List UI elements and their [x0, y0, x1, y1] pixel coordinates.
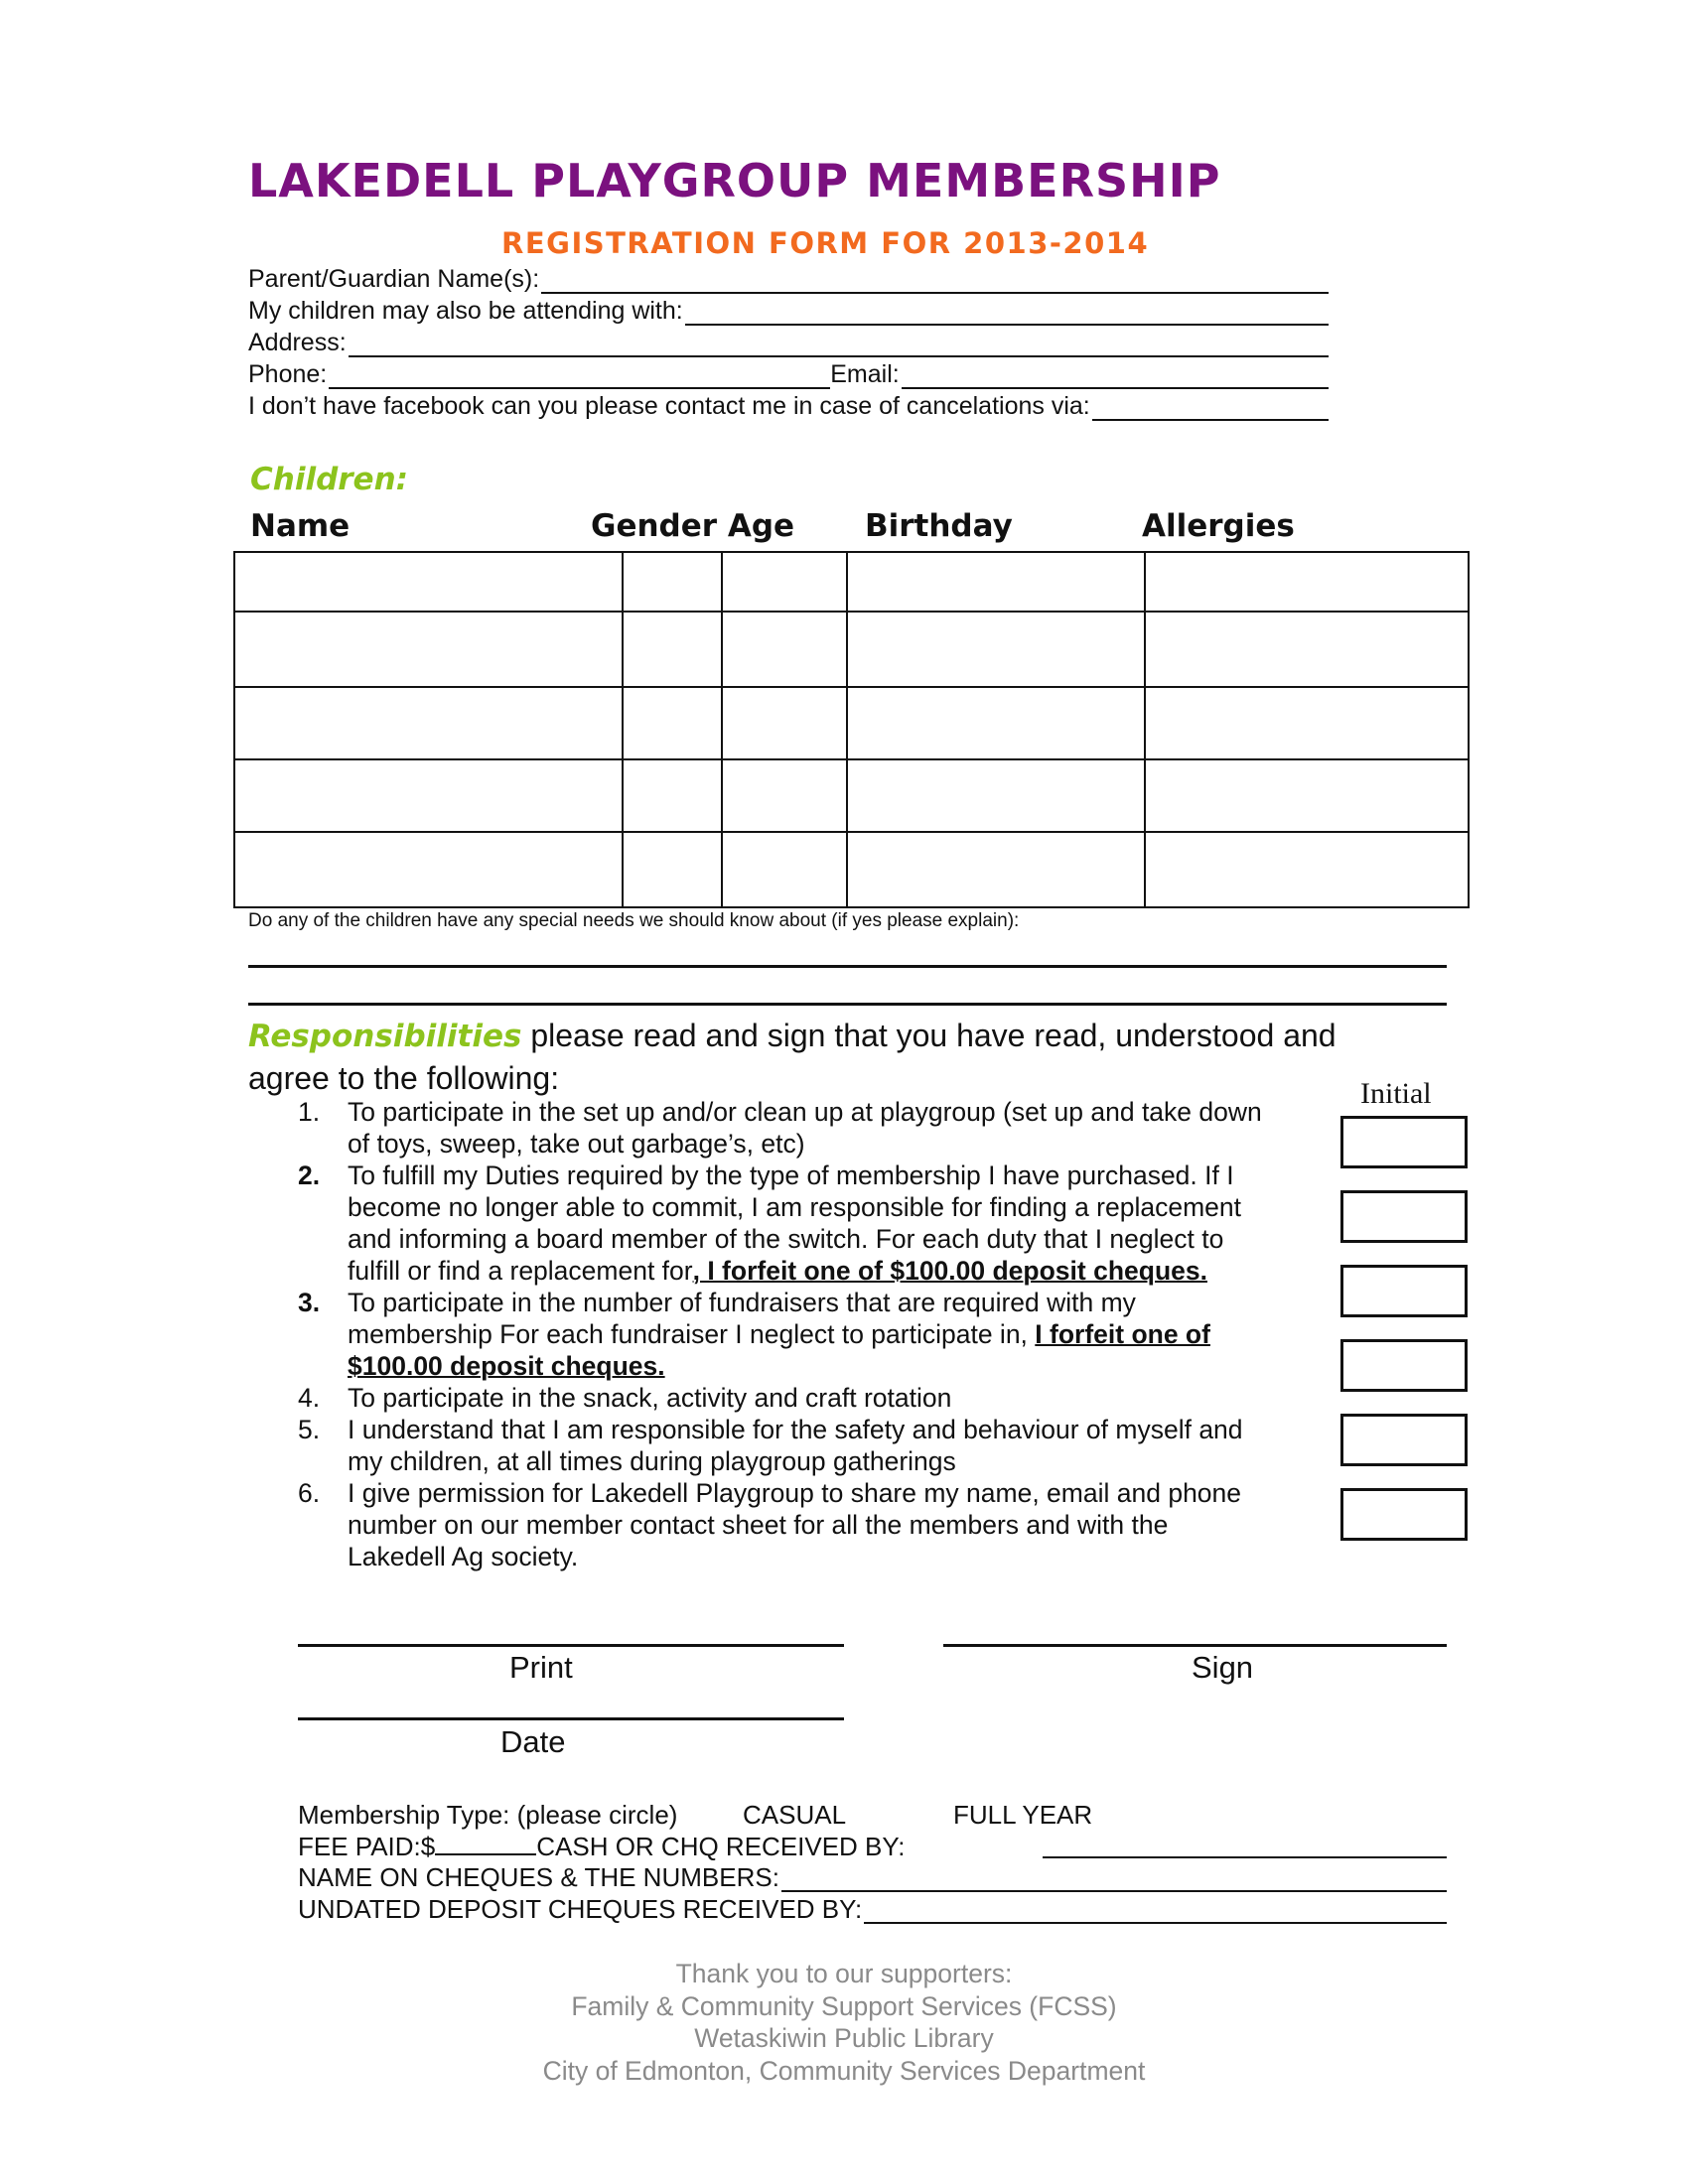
item-number: 4. — [298, 1383, 321, 1413]
initial-box-6[interactable] — [1340, 1488, 1468, 1541]
cheque-names-label: NAME ON CHEQUES & THE NUMBERS: — [298, 1862, 779, 1892]
child-allergies-cell[interactable] — [1145, 552, 1469, 612]
membership-option-full-year[interactable]: FULL YEAR — [953, 1800, 1093, 1830]
child-gender-cell[interactable] — [623, 759, 722, 832]
email-label: Email: — [830, 360, 900, 388]
undated-cheques-blank[interactable] — [864, 1898, 1447, 1924]
child-gender-cell[interactable] — [623, 687, 722, 759]
column-allergies: Allergies — [1142, 508, 1295, 544]
child-gender-cell[interactable] — [623, 832, 722, 907]
phone-blank[interactable] — [329, 363, 830, 389]
initial-label: Initial — [1360, 1077, 1432, 1110]
item-number: 3. — [298, 1288, 321, 1317]
responsibilities-intro-line2: agree to the following: — [248, 1060, 560, 1096]
child-name-cell[interactable] — [234, 552, 623, 612]
received-by-blank[interactable] — [1043, 1856, 1447, 1858]
forfeit-notice: , I forfeit one of $100.00 deposit cheques. — [692, 1256, 1207, 1286]
child-age-cell[interactable] — [722, 612, 847, 687]
responsibility-item-2 — [293, 1160, 1326, 1287]
item-line: and informing a board member of the switch. For each duty that I neglect to — [348, 1224, 1224, 1254]
child-allergies-cell[interactable] — [1145, 687, 1469, 759]
fee-paid-row — [298, 1831, 1447, 1862]
initial-box-2[interactable] — [1340, 1190, 1468, 1243]
special-needs-label: Do any of the children have any special needs we should know about (if yes please explain): — [248, 910, 1020, 931]
cheque-names-blank[interactable] — [781, 1866, 1447, 1892]
membership-option-casual[interactable]: CASUAL — [743, 1800, 847, 1830]
child-allergies-cell[interactable] — [1145, 832, 1469, 907]
child-age-cell[interactable] — [722, 552, 847, 612]
item-line: To participate in the number of fundraisers that are required with my — [348, 1288, 1136, 1317]
item-number: 6. — [298, 1478, 321, 1508]
child-birthday-cell[interactable] — [847, 612, 1145, 687]
children-attending-field[interactable] — [248, 296, 1329, 326]
child-name-cell[interactable] — [234, 832, 623, 907]
table-row — [234, 687, 1469, 759]
child-name-cell[interactable] — [234, 759, 623, 832]
item-line: of toys, sweep, take out garbage’s, etc) — [348, 1129, 805, 1159]
item-line: I understand that I am responsible for the safety and behaviour of myself and — [348, 1415, 1243, 1444]
column-name: Name — [250, 508, 351, 544]
undated-cheques-row — [298, 1894, 1447, 1924]
parent-name-label: Parent/Guardian Name(s): — [248, 265, 540, 293]
item-line: Lakedell Ag society. — [348, 1542, 579, 1571]
item-line: fulfill or find a replacement for — [348, 1256, 693, 1286]
responsibility-item-6 — [293, 1477, 1326, 1572]
responsibility-item-1 — [293, 1096, 1326, 1160]
table-row — [234, 612, 1469, 687]
child-birthday-cell[interactable] — [847, 552, 1145, 612]
email-blank[interactable] — [902, 363, 1329, 389]
item-line: To participate in the set up and/or clean up at playgroup (set up and take down — [348, 1097, 1262, 1127]
address-label: Address: — [248, 329, 347, 356]
child-birthday-cell[interactable] — [847, 759, 1145, 832]
cash-or-cheque-label: CASH OR CHQ RECEIVED BY: — [536, 1832, 906, 1861]
parent-name-field[interactable] — [248, 264, 1329, 294]
footer-line: City of Edmonton, Community Services Department — [542, 2055, 1146, 2086]
item-number: 1. — [298, 1097, 321, 1127]
table-row — [234, 832, 1469, 907]
item-line: To fulfill my Duties required by the type of membership I have purchased. If I — [348, 1160, 1234, 1190]
child-age-cell[interactable] — [722, 832, 847, 907]
initial-box-4[interactable] — [1340, 1339, 1468, 1392]
children-attending-label: My children may also be attending with: — [248, 297, 683, 325]
item-line: my children, at all times during playgroup gatherings — [348, 1446, 956, 1476]
responsibilities-heading: Responsibilities — [248, 1019, 522, 1054]
item-number: 2. — [298, 1160, 321, 1190]
membership-type-row — [298, 1799, 1093, 1831]
signature-line[interactable] — [943, 1644, 1447, 1647]
undated-cheques-label: UNDATED DEPOSIT CHEQUES RECEIVED BY: — [298, 1894, 863, 1924]
children-table — [233, 551, 1470, 908]
parent-name-blank[interactable] — [541, 268, 1329, 294]
facebook-contact-label: I don’t have facebook can you please contact me in case of cancelations via: — [248, 392, 1090, 420]
address-blank[interactable] — [349, 332, 1329, 357]
child-name-cell[interactable] — [234, 687, 623, 759]
print-name-line[interactable] — [298, 1644, 844, 1647]
date-label: Date — [500, 1724, 566, 1759]
cheque-names-row — [298, 1862, 1447, 1892]
fee-paid-blank[interactable] — [435, 1832, 536, 1855]
item-line: To participate in the snack, activity and craft rotation — [348, 1383, 952, 1413]
initial-box-1[interactable] — [1340, 1116, 1468, 1168]
responsibility-item-5 — [293, 1414, 1326, 1477]
special-needs-line-2[interactable] — [248, 1003, 1447, 1006]
item-line: membership For each fundraiser I neglect to participate in, — [348, 1319, 1036, 1349]
child-birthday-cell[interactable] — [847, 687, 1145, 759]
item-line: become no longer able to commit, I am responsible for finding a replacement — [348, 1192, 1242, 1222]
child-name-cell[interactable] — [234, 612, 623, 687]
child-age-cell[interactable] — [722, 759, 847, 832]
table-row — [234, 759, 1469, 832]
child-allergies-cell[interactable] — [1145, 612, 1469, 687]
initial-box-5[interactable] — [1340, 1414, 1468, 1466]
child-gender-cell[interactable] — [623, 612, 722, 687]
responsibility-item-4 — [293, 1382, 1326, 1414]
column-birthday: Birthday — [865, 508, 1013, 544]
footer-line: Family & Community Support Services (FCSS) — [571, 1990, 1117, 2021]
children-heading: Children: — [250, 462, 409, 497]
responsibilities-intro-line1: please read and sign that you have read, understood and — [521, 1018, 1336, 1053]
special-needs-line-1[interactable] — [248, 965, 1447, 968]
item-line: number on our member contact sheet for all the members and with the — [348, 1510, 1169, 1540]
children-attending-blank[interactable] — [685, 300, 1329, 326]
child-age-cell[interactable] — [722, 687, 847, 759]
forfeit-notice: I forfeit one of — [1035, 1319, 1210, 1349]
initial-box-3[interactable] — [1340, 1265, 1468, 1317]
responsibilities-intro — [248, 1015, 1440, 1099]
phone-email-field[interactable] — [248, 359, 1329, 389]
footer-line: Thank you to our supporters: — [675, 1959, 1013, 1988]
child-birthday-cell[interactable] — [847, 832, 1145, 907]
facebook-contact-field[interactable] — [248, 391, 1329, 421]
item-number: 5. — [298, 1415, 321, 1444]
address-field[interactable] — [248, 328, 1329, 357]
item-line: I give permission for Lakedell Playgroup to share my name, email and phone — [348, 1478, 1242, 1508]
column-gender-age: Gender Age — [591, 508, 795, 544]
footer-line: Wetaskiwin Public Library — [694, 2023, 994, 2053]
child-allergies-cell[interactable] — [1145, 759, 1469, 832]
facebook-contact-blank[interactable] — [1092, 395, 1329, 421]
supporters-footer — [0, 1958, 1688, 2087]
date-line[interactable] — [298, 1717, 844, 1720]
fee-paid-label: FEE PAID:$ — [298, 1832, 436, 1861]
sign-label: Sign — [1192, 1650, 1254, 1685]
membership-type-label: Membership Type: (please circle) — [298, 1800, 678, 1830]
table-row — [234, 552, 1469, 612]
child-gender-cell[interactable] — [623, 552, 722, 612]
form-title: LAKEDELL PLAYGROUP MEMBERSHIP — [248, 154, 1221, 207]
forfeit-notice: $100.00 deposit cheques. — [348, 1351, 665, 1381]
phone-label: Phone: — [248, 360, 328, 388]
responsibility-item-3 — [293, 1287, 1326, 1382]
print-label: Print — [509, 1650, 573, 1685]
form-subtitle: REGISTRATION FORM FOR 2013-2014 — [501, 226, 1150, 260]
